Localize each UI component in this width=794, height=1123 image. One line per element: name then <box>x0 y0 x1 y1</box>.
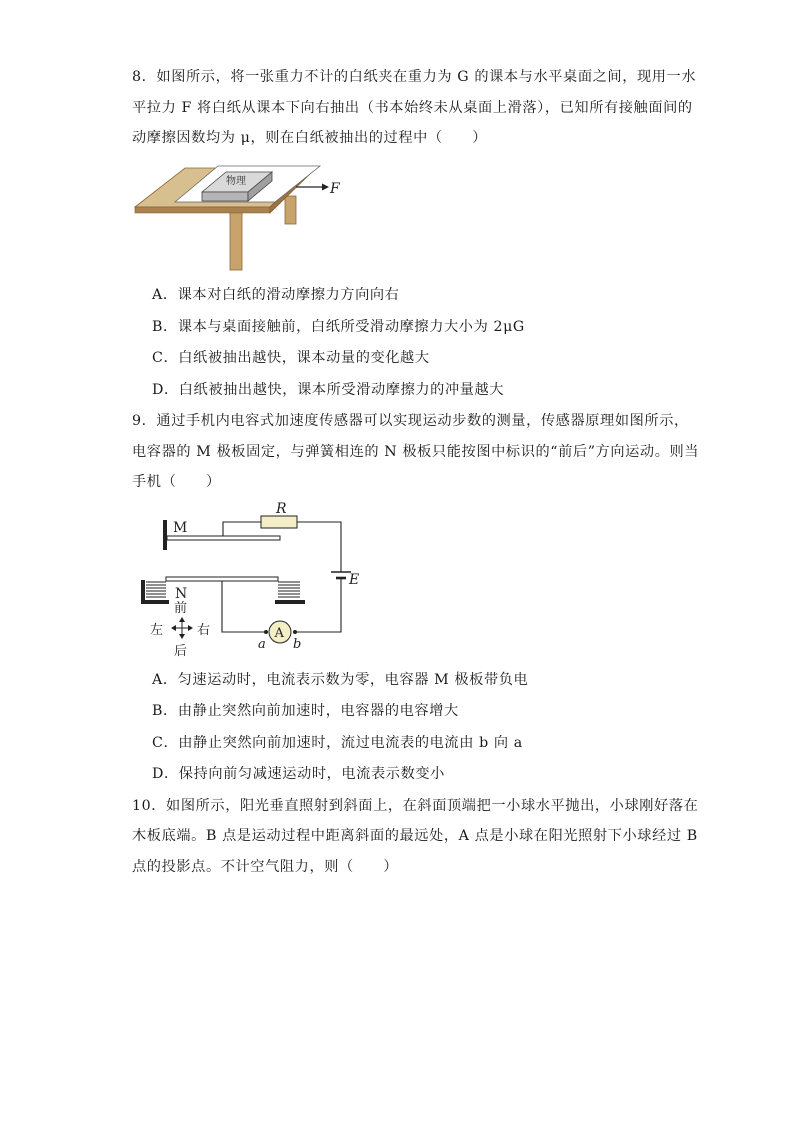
node-a <box>264 630 268 634</box>
q8-option-d: D．白纸被抽出越快，课本所受滑动摩擦力的冲量越大 <box>152 382 505 398</box>
m-plate <box>167 536 280 540</box>
book-label: 物理 <box>226 176 246 187</box>
q9-option-d: D．保持向前匀减速运动时，电流表示数变小 <box>152 766 445 782</box>
q9-option-a: A．匀速运动时，电流表示数为零，电容器 M 极板带负电 <box>152 672 529 688</box>
q8-option-a: A．课本对白纸的滑动摩擦力方向向右 <box>152 287 400 303</box>
node-a-label: a <box>258 637 266 652</box>
left-spring <box>146 582 166 597</box>
book-front <box>202 192 248 201</box>
q8-stem-line-1: 8．如图所示，将一张重力不计的白纸夹在重力为 G 的课本与水平桌面之间，现用一水 <box>132 69 697 85</box>
n-plate <box>166 577 278 581</box>
right-spring <box>278 582 300 597</box>
resistor-label: R <box>276 501 287 517</box>
q8-stem-line-2: 平拉力 F 将白纸从课本下向右抽出（书本始终未从桌面上滑落），已知所有接触面间的 <box>132 100 693 116</box>
dir-back-label: 后 <box>174 644 188 659</box>
node-b-label: b <box>293 637 302 652</box>
node-b <box>293 630 297 634</box>
force-label: F <box>330 181 340 197</box>
dir-right-label: 右 <box>197 623 211 638</box>
q8-option-c: C．白纸被抽出越快，课本动量的变化越大 <box>152 350 430 366</box>
table-edge <box>135 207 270 213</box>
q10-stem-line-1: 10．如图所示，阳光垂直照射到斜面上，在斜面顶端把一小球水平抛出，小球刚好落在 <box>132 798 699 814</box>
dir-front-label: 前 <box>174 601 188 616</box>
q8-option-b: B．课本与桌面接触前，白纸所受滑动摩擦力大小为 2μG <box>152 319 525 335</box>
plate-n-label: N <box>175 586 188 602</box>
q10-stem-line-3: 点的投影点。不计空气阻力，则（ ） <box>132 859 399 875</box>
emf-label: E <box>349 572 360 588</box>
q8-stem-line-3: 动摩擦因数均为 μ，则在白纸被抽出的过程中（ ） <box>132 130 488 146</box>
table-leg-front <box>230 208 242 270</box>
q8-figure-table-book-paper <box>130 160 355 272</box>
table-leg-back <box>285 196 296 224</box>
q9-figure-capacitor-circuit <box>138 500 374 660</box>
q9-option-c: C．由静止突然向前加速时，流过电流表的电流由 b 向 a <box>152 735 523 751</box>
q10-stem-line-2: 木板底端。B 点是运动过程中距离斜面的最远处，A 点是小球在阳光照射下小球经过 B <box>132 828 698 844</box>
q9-stem-line-2: 电容器的 M 极板固定，与弹簧相连的 N 极板只能按图中标识的“前后”方向运动。则当 <box>132 444 700 460</box>
direction-compass <box>150 601 210 659</box>
ammeter-label: A <box>274 626 284 641</box>
dir-left-label: 左 <box>150 623 164 638</box>
q9-stem-line-1: 9．通过手机内电容式加速度传感器可以实现运动步数的测量，传感器原理如图所示， <box>132 413 689 429</box>
q9-stem-line-3: 手机（ ） <box>132 474 221 490</box>
plate-m-label: M <box>173 520 188 536</box>
resistor <box>261 516 297 528</box>
m-plate-wall <box>163 520 167 550</box>
q9-option-b: B．由静止突然向前加速时，电容器的电容增大 <box>152 703 459 719</box>
